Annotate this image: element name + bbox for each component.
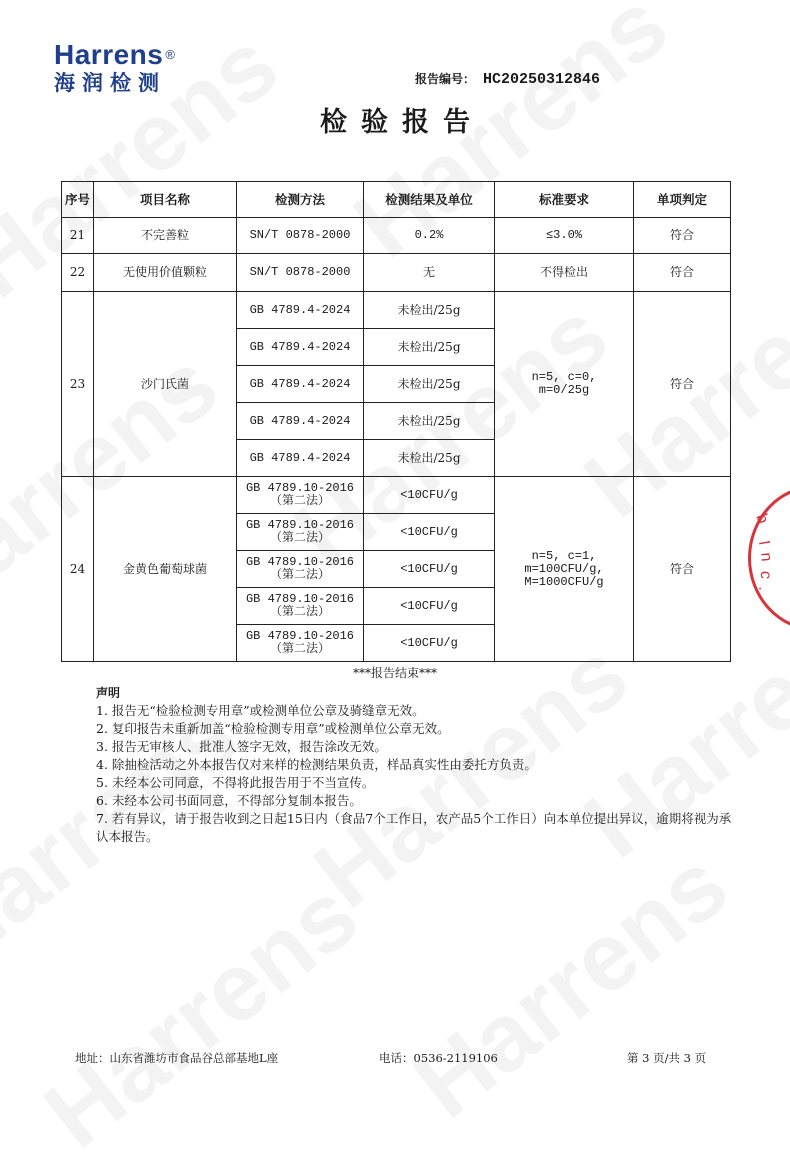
cell-method: [237, 551, 364, 588]
watermark: [25, 860, 379, 1170]
results-table: [61, 181, 731, 662]
cell-standard: [495, 477, 634, 662]
registered-mark: ®: [165, 47, 176, 62]
cell-item: 金黄色葡萄球菌: [94, 477, 237, 662]
method-line: GB 4789.10-2016: [245, 629, 355, 643]
header-verdict: 单项判定: [634, 182, 731, 218]
cell-standard: 不得检出: [495, 254, 634, 292]
declaration-item: 6. 未经本公司书面同意，不得部分复制本报告。: [96, 793, 362, 808]
cell-verdict: 符合: [634, 292, 731, 477]
cell-result: <10CFU/g: [364, 551, 495, 588]
cell-method: GB 4789.4-2024: [237, 329, 364, 366]
cell-method: GB 4789.4-2024: [237, 440, 364, 477]
method-note: （第二法）: [269, 568, 330, 582]
logo-text: Harrens: [54, 39, 164, 70]
cell-method: SN/T 0878-2000: [237, 254, 364, 292]
declaration-item: 3. 报告无审核人、批准人签字无效，报告涂改无效。: [96, 739, 387, 754]
cell-item: 无使用价值颗粒: [94, 254, 237, 292]
cell-result: 未检出/25g: [364, 440, 495, 477]
cell-method: [237, 625, 364, 662]
cell-method: [237, 477, 364, 514]
method-note: （第二法）: [269, 494, 330, 508]
cell-result: <10CFU/g: [364, 477, 495, 514]
header-result: 检测结果及单位: [364, 182, 495, 218]
cell-item: 不完善粒: [94, 218, 237, 254]
cell-method: [237, 514, 364, 551]
cell-result: 未检出/25g: [364, 403, 495, 440]
declaration-item: 7. 若有异议，请于报告收到之日起15日内（食品7个工作日，农产品5个工作日）向本单位提出异议，逾期将视为承认本报告。: [96, 811, 732, 844]
footer-address: 地址：山东省潍坊市食品谷总部基地L座: [75, 1051, 279, 1065]
method-line: GB 4789.10-2016: [245, 481, 355, 495]
cell-no: 23: [62, 292, 94, 477]
company-seal: b I n c .: [748, 485, 790, 631]
company-logo: [54, 40, 175, 96]
declaration-item: 4. 除抽检活动之外本报告仅对来样的检测结果负责，样品真实性由委托方负责。: [96, 757, 537, 772]
table-row: [62, 292, 731, 329]
cell-no: 22: [62, 254, 94, 292]
declaration-item: 5. 未经本公司同意，不得将此报告用于不当宣传。: [96, 775, 375, 790]
standard-line: n=5, c=1,: [531, 548, 597, 563]
cell-method: GB 4789.4-2024: [237, 403, 364, 440]
cell-verdict: 符合: [634, 218, 731, 254]
cell-result: 无: [364, 254, 495, 292]
report-number: [415, 70, 600, 88]
cell-result: 未检出/25g: [364, 329, 495, 366]
cell-verdict: 符合: [634, 254, 731, 292]
footer-page: 第 3 页/共 3 页: [627, 1051, 707, 1065]
cell-method: SN/T 0878-2000: [237, 218, 364, 254]
table-row: [62, 477, 731, 514]
header-method: 检测方法: [237, 182, 364, 218]
cell-item: 沙门氏菌: [94, 292, 237, 477]
standard-line: M=1000CFU/g: [524, 574, 604, 589]
standard-line: m=100CFU/g,: [524, 561, 604, 576]
report-number-value: HC20250312846: [483, 71, 601, 88]
cell-verdict: 符合: [634, 477, 731, 662]
table-row: [62, 218, 731, 254]
cell-result: 未检出/25g: [364, 366, 495, 403]
method-line: GB 4789.10-2016: [245, 518, 355, 532]
cell-result: <10CFU/g: [364, 588, 495, 625]
declaration-item: 1. 报告无“检验检测专用章”或检测单位公章及骑缝章无效。: [96, 703, 425, 718]
report-end-mark: ***报告结束***: [352, 666, 437, 680]
cell-no: 24: [62, 477, 94, 662]
cell-method: GB 4789.4-2024: [237, 366, 364, 403]
cell-result: <10CFU/g: [364, 625, 495, 662]
watermark: [395, 830, 749, 1140]
method-note: （第二法）: [269, 642, 330, 656]
declaration-item: 2. 复印报告未重新加盖“检验检测专用章”或检测单位公章无效。: [96, 721, 450, 736]
standard-line: m=0/25g: [538, 383, 590, 397]
cell-no: 21: [62, 218, 94, 254]
cell-standard: ≤3.0%: [495, 218, 634, 254]
method-note: （第二法）: [269, 531, 330, 545]
header-no: 序号: [62, 182, 94, 218]
declaration-title: 声明: [96, 686, 121, 700]
table-header-row: [62, 182, 731, 218]
method-line: GB 4789.10-2016: [245, 592, 355, 606]
cell-result: 0.2%: [364, 218, 495, 254]
method-line: GB 4789.10-2016: [245, 555, 355, 569]
cell-result: <10CFU/g: [364, 514, 495, 551]
cell-method: GB 4789.4-2024: [237, 292, 364, 329]
cell-method: [237, 588, 364, 625]
logo-chinese: 海润检测: [54, 71, 166, 95]
cell-result: 未检出/25g: [364, 292, 495, 329]
cell-standard: [495, 292, 634, 477]
declaration: [96, 684, 736, 846]
footer-phone: 电话：0536-2119106: [379, 1051, 498, 1065]
table-row: [62, 254, 731, 292]
report-number-label: 报告编号：: [415, 72, 476, 86]
header-item: 项目名称: [94, 182, 237, 218]
header-standard: 标准要求: [495, 182, 634, 218]
method-note: （第二法）: [269, 605, 330, 619]
standard-line: n=5, c=0,: [531, 370, 597, 384]
page-title: 检验报告: [320, 107, 484, 138]
